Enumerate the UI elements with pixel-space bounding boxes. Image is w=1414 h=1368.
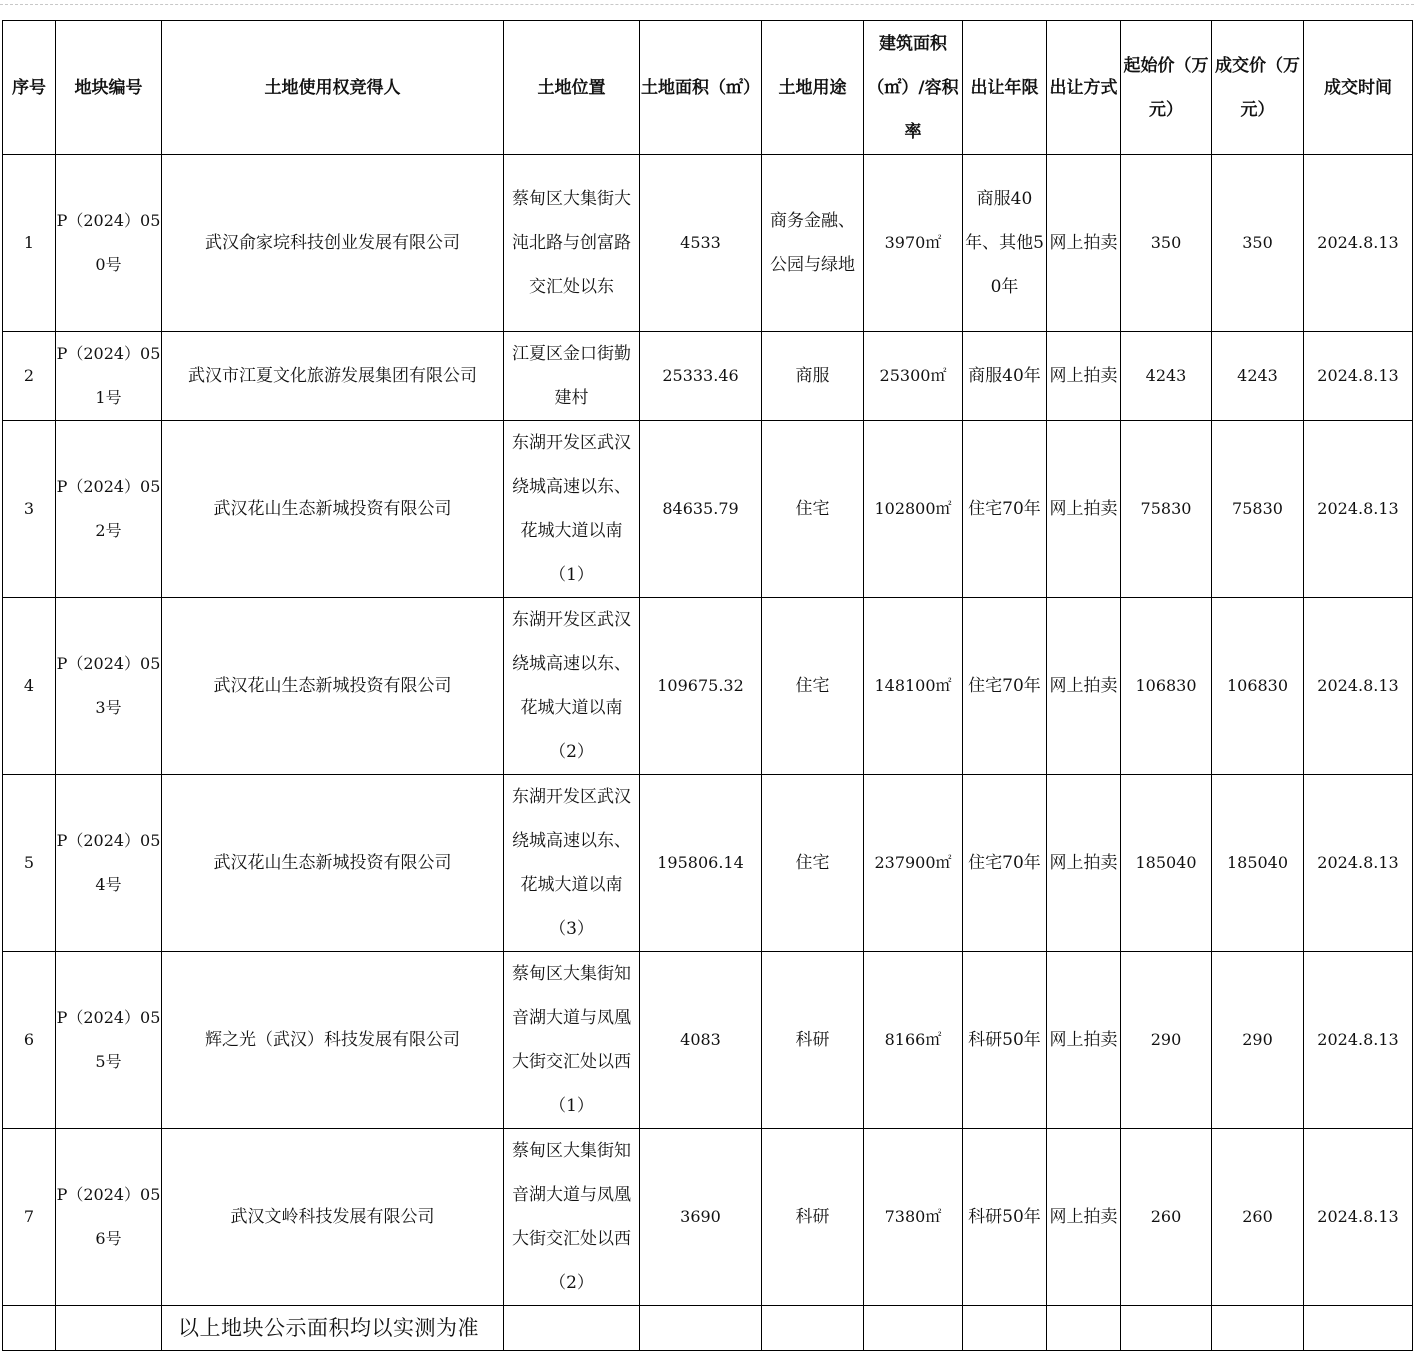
cell-deal-price: 106830 [1212, 598, 1304, 775]
cell-location: 东湖开发区武汉绕城高速以东、花城大道以南（2） [504, 598, 640, 775]
cell-date: 2024.8.13 [1304, 421, 1413, 598]
cell-start-price: 350 [1121, 155, 1212, 332]
cell-method: 网上拍卖 [1047, 155, 1121, 332]
table-row [3, 775, 1413, 952]
cell-term: 住宅70年 [963, 421, 1047, 598]
col-header-building: 建筑面积（㎡）/容积率 [864, 21, 963, 155]
cell-code: P（2024）056号 [56, 1129, 162, 1306]
cell-no: 3 [3, 421, 56, 598]
cell-code: P（2024）055号 [56, 952, 162, 1129]
cell-winner: 武汉市江夏文化旅游发展集团有限公司 [162, 332, 504, 421]
cell-method: 网上拍卖 [1047, 598, 1121, 775]
cell-building: 8166㎡ [864, 952, 963, 1129]
cell-use: 科研 [762, 1129, 864, 1306]
cell-method: 网上拍卖 [1047, 775, 1121, 952]
cell-location: 蔡甸区大集街知音湖大道与凤凰大街交汇处以西（1） [504, 952, 640, 1129]
cell-use: 住宅 [762, 775, 864, 952]
cell-date: 2024.8.13 [1304, 1129, 1413, 1306]
cell-term: 商服40年 [963, 332, 1047, 421]
table-row [3, 598, 1413, 775]
cell-location: 蔡甸区大集街大沌北路与创富路交汇处以东 [504, 155, 640, 332]
cell-date: 2024.8.13 [1304, 952, 1413, 1129]
footer-empty-cell [1212, 1306, 1304, 1351]
col-header-use: 土地用途 [762, 21, 864, 155]
cell-code: P（2024）051号 [56, 332, 162, 421]
cell-area: 109675.32 [640, 598, 762, 775]
cell-winner: 武汉花山生态新城投资有限公司 [162, 775, 504, 952]
cell-start-price: 290 [1121, 952, 1212, 1129]
cell-building: 25300㎡ [864, 332, 963, 421]
table-row [3, 952, 1413, 1129]
cell-term: 科研50年 [963, 952, 1047, 1129]
cell-method: 网上拍卖 [1047, 952, 1121, 1129]
cell-no: 7 [3, 1129, 56, 1306]
cell-no: 6 [3, 952, 56, 1129]
cell-deal-price: 260 [1212, 1129, 1304, 1306]
cell-use: 住宅 [762, 421, 864, 598]
cell-no: 1 [3, 155, 56, 332]
footer-empty-cell [640, 1306, 762, 1351]
cell-winner: 武汉花山生态新城投资有限公司 [162, 598, 504, 775]
cell-location: 蔡甸区大集街知音湖大道与凤凰大街交汇处以西（2） [504, 1129, 640, 1306]
col-header-location: 土地位置 [504, 21, 640, 155]
footer-empty-cell [864, 1306, 963, 1351]
cell-deal-price: 4243 [1212, 332, 1304, 421]
cell-start-price: 260 [1121, 1129, 1212, 1306]
page-top-divider [0, 4, 1414, 5]
cell-code: P（2024）054号 [56, 775, 162, 952]
cell-winner: 武汉花山生态新城投资有限公司 [162, 421, 504, 598]
col-header-winner: 土地使用权竞得人 [162, 21, 504, 155]
footer-empty-cell [504, 1306, 640, 1351]
cell-area: 195806.14 [640, 775, 762, 952]
cell-method: 网上拍卖 [1047, 332, 1121, 421]
footer-empty-cell [1304, 1306, 1413, 1351]
table-row [3, 1129, 1413, 1306]
cell-winner: 武汉文岭科技发展有限公司 [162, 1129, 504, 1306]
cell-deal-price: 290 [1212, 952, 1304, 1129]
cell-term: 科研50年 [963, 1129, 1047, 1306]
footer-empty-cell [3, 1306, 56, 1351]
col-header-no: 序号 [3, 21, 56, 155]
footer-empty-cell [1047, 1306, 1121, 1351]
cell-use: 商务金融、公园与绿地 [762, 155, 864, 332]
col-header-deal-price: 成交价（万元） [1212, 21, 1304, 155]
cell-location: 东湖开发区武汉绕城高速以东、花城大道以南（3） [504, 775, 640, 952]
table-row [3, 155, 1413, 332]
cell-term: 商服40年、其他50年 [963, 155, 1047, 332]
cell-building: 7380㎡ [864, 1129, 963, 1306]
cell-deal-price: 350 [1212, 155, 1304, 332]
cell-deal-price: 75830 [1212, 421, 1304, 598]
col-header-term: 出让年限 [963, 21, 1047, 155]
cell-code: P（2024）052号 [56, 421, 162, 598]
footer-row [3, 1306, 1413, 1351]
footer-empty-cell [1121, 1306, 1212, 1351]
cell-deal-price: 185040 [1212, 775, 1304, 952]
cell-date: 2024.8.13 [1304, 155, 1413, 332]
cell-start-price: 4243 [1121, 332, 1212, 421]
cell-building: 102800㎡ [864, 421, 963, 598]
footer-empty-cell [963, 1306, 1047, 1351]
cell-area: 84635.79 [640, 421, 762, 598]
cell-location: 东湖开发区武汉绕城高速以东、花城大道以南（1） [504, 421, 640, 598]
cell-start-price: 185040 [1121, 775, 1212, 952]
cell-location: 江夏区金口街勤建村 [504, 332, 640, 421]
cell-building: 237900㎡ [864, 775, 963, 952]
cell-area: 4533 [640, 155, 762, 332]
col-header-date: 成交时间 [1304, 21, 1413, 155]
land-transaction-table [2, 20, 1413, 1351]
col-header-area: 土地面积（㎡） [640, 21, 762, 155]
header-row [3, 21, 1413, 155]
cell-code: P（2024）050号 [56, 155, 162, 332]
cell-winner: 武汉俞家垸科技创业发展有限公司 [162, 155, 504, 332]
footer-note: 以上地块公示面积均以实测为准 [162, 1306, 504, 1351]
cell-date: 2024.8.13 [1304, 775, 1413, 952]
cell-term: 住宅70年 [963, 598, 1047, 775]
cell-no: 5 [3, 775, 56, 952]
cell-area: 25333.46 [640, 332, 762, 421]
col-header-code: 地块编号 [56, 21, 162, 155]
cell-area: 4083 [640, 952, 762, 1129]
cell-no: 2 [3, 332, 56, 421]
table-row [3, 421, 1413, 598]
col-header-start-price: 起始价（万元） [1121, 21, 1212, 155]
cell-date: 2024.8.13 [1304, 332, 1413, 421]
footer-empty-cell [56, 1306, 162, 1351]
cell-area: 3690 [640, 1129, 762, 1306]
cell-building: 148100㎡ [864, 598, 963, 775]
cell-no: 4 [3, 598, 56, 775]
cell-use: 商服 [762, 332, 864, 421]
cell-method: 网上拍卖 [1047, 1129, 1121, 1306]
cell-date: 2024.8.13 [1304, 598, 1413, 775]
cell-term: 住宅70年 [963, 775, 1047, 952]
cell-winner: 辉之光（武汉）科技发展有限公司 [162, 952, 504, 1129]
cell-start-price: 75830 [1121, 421, 1212, 598]
cell-code: P（2024）053号 [56, 598, 162, 775]
cell-use: 科研 [762, 952, 864, 1129]
col-header-method: 出让方式 [1047, 21, 1121, 155]
cell-method: 网上拍卖 [1047, 421, 1121, 598]
cell-start-price: 106830 [1121, 598, 1212, 775]
cell-building: 3970㎡ [864, 155, 963, 332]
footer-empty-cell [762, 1306, 864, 1351]
table-row [3, 332, 1413, 421]
cell-use: 住宅 [762, 598, 864, 775]
